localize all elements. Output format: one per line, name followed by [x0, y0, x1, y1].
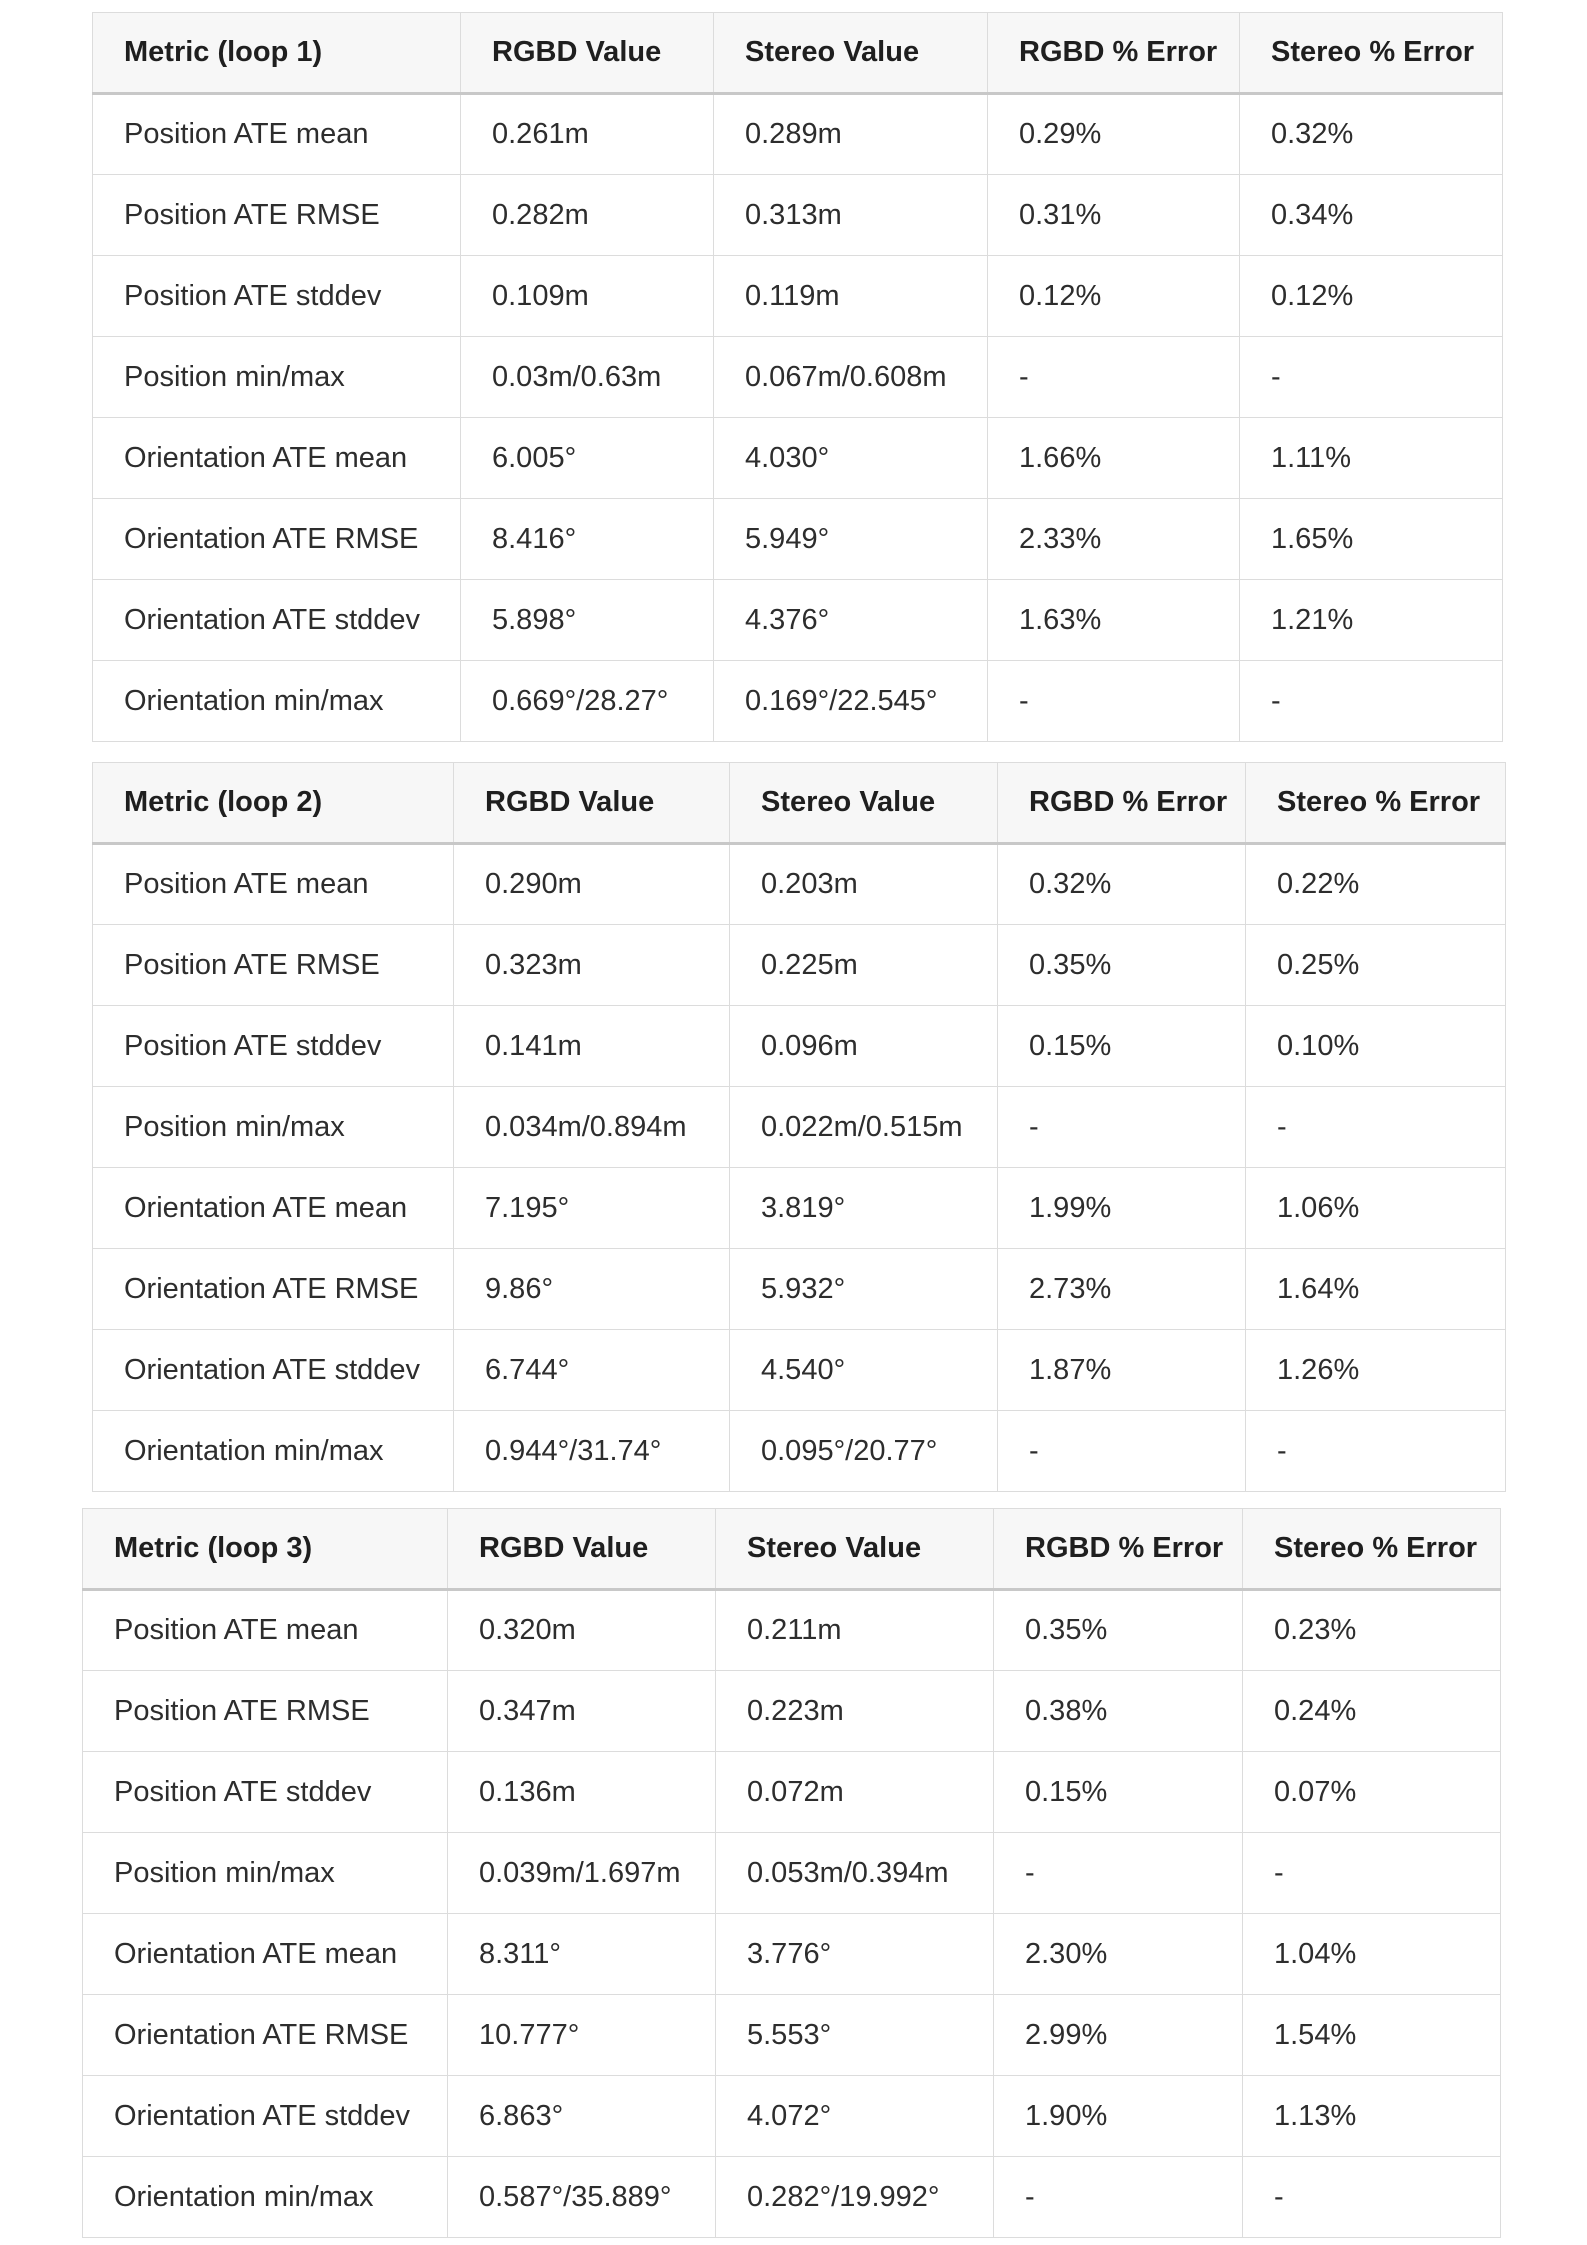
- table-cell: 0.15%: [994, 1752, 1243, 1833]
- table-cell: 0.067m/0.608m: [714, 337, 988, 418]
- table-cell: 1.87%: [998, 1330, 1246, 1411]
- table-cell: 2.33%: [988, 499, 1240, 580]
- table-cell: Position ATE mean: [83, 1590, 448, 1671]
- table-cell: 0.313m: [714, 175, 988, 256]
- metrics-table-loop-3: [82, 1508, 1501, 2238]
- table-cell: 0.31%: [988, 175, 1240, 256]
- table-cell: Orientation min/max: [93, 661, 461, 742]
- table-cell: -: [1243, 1833, 1501, 1914]
- table-cell: 0.203m: [730, 844, 998, 925]
- table-row: [93, 580, 1503, 661]
- table-cell: Position ATE stddev: [83, 1752, 448, 1833]
- table-row: [93, 499, 1503, 580]
- header-cell: RGBD % Error: [988, 13, 1240, 94]
- table-cell: 0.095°/20.77°: [730, 1411, 998, 1492]
- table-row: [93, 1006, 1506, 1087]
- table-cell: 4.376°: [714, 580, 988, 661]
- table-cell: 5.553°: [716, 1995, 994, 2076]
- metrics-table-loop-1: [92, 12, 1503, 742]
- table-cell: -: [1243, 2157, 1501, 2238]
- table-cell: Orientation ATE stddev: [93, 580, 461, 661]
- table-cell: 7.195°: [454, 1168, 730, 1249]
- table-cell: -: [1240, 661, 1503, 742]
- table-cell: -: [1246, 1411, 1506, 1492]
- table-cell: 0.34%: [1240, 175, 1503, 256]
- table-cell: 1.26%: [1246, 1330, 1506, 1411]
- table-cell: 0.12%: [988, 256, 1240, 337]
- table-cell: -: [994, 2157, 1243, 2238]
- table-cell: 8.416°: [461, 499, 714, 580]
- table-cell: 0.22%: [1246, 844, 1506, 925]
- table-cell: 4.030°: [714, 418, 988, 499]
- table-cell: 0.323m: [454, 925, 730, 1006]
- table-cell: 0.223m: [716, 1671, 994, 1752]
- table-cell: 0.320m: [448, 1590, 716, 1671]
- table-cell: 1.11%: [1240, 418, 1503, 499]
- table-cell: 0.261m: [461, 94, 714, 175]
- table-cell: 0.022m/0.515m: [730, 1087, 998, 1168]
- table-cell: 0.25%: [1246, 925, 1506, 1006]
- table-cell: Orientation ATE stddev: [93, 1330, 454, 1411]
- table-cell: -: [994, 1833, 1243, 1914]
- table-cell: Orientation ATE RMSE: [93, 1249, 454, 1330]
- table-cell: 0.12%: [1240, 256, 1503, 337]
- table-cell: 0.039m/1.697m: [448, 1833, 716, 1914]
- table-cell: 0.109m: [461, 256, 714, 337]
- table-row: [83, 1752, 1501, 1833]
- table-row: [93, 94, 1503, 175]
- table-cell: 0.034m/0.894m: [454, 1087, 730, 1168]
- table-cell: 0.289m: [714, 94, 988, 175]
- table-cell: 0.587°/35.889°: [448, 2157, 716, 2238]
- table-cell: 0.32%: [1240, 94, 1503, 175]
- table-cell: Position ATE mean: [93, 94, 461, 175]
- table-row: [83, 2157, 1501, 2238]
- table-cell: 0.282m: [461, 175, 714, 256]
- header-cell: RGBD Value: [461, 13, 714, 94]
- header-cell: RGBD % Error: [998, 763, 1246, 844]
- table-cell: Position min/max: [93, 337, 461, 418]
- table-cell: 0.347m: [448, 1671, 716, 1752]
- table-cell: 0.096m: [730, 1006, 998, 1087]
- header-cell: Stereo % Error: [1243, 1509, 1501, 1590]
- metrics-table-loop-2: [92, 762, 1506, 1492]
- table-row: [83, 1914, 1501, 1995]
- header-cell: Stereo Value: [716, 1509, 994, 1590]
- table-cell: 0.669°/28.27°: [461, 661, 714, 742]
- table-row: [93, 1087, 1506, 1168]
- table-cell: 1.64%: [1246, 1249, 1506, 1330]
- header-cell: Metric (loop 1): [93, 13, 461, 94]
- table-header-row: [83, 1509, 1501, 1590]
- table-cell: 0.136m: [448, 1752, 716, 1833]
- table-cell: 0.119m: [714, 256, 988, 337]
- table-cell: 0.225m: [730, 925, 998, 1006]
- table-cell: Orientation min/max: [83, 2157, 448, 2238]
- table-cell: 5.932°: [730, 1249, 998, 1330]
- table-cell: Orientation ATE RMSE: [93, 499, 461, 580]
- table-cell: Orientation ATE mean: [93, 1168, 454, 1249]
- table-cell: Position ATE RMSE: [83, 1671, 448, 1752]
- table-cell: -: [1240, 337, 1503, 418]
- table-cell: Orientation ATE RMSE: [83, 1995, 448, 2076]
- table-cell: -: [988, 661, 1240, 742]
- table-row: [93, 1249, 1506, 1330]
- table-row: [93, 418, 1503, 499]
- table-cell: 0.38%: [994, 1671, 1243, 1752]
- table-cell: 0.141m: [454, 1006, 730, 1087]
- table-cell: 3.819°: [730, 1168, 998, 1249]
- table-cell: 0.944°/31.74°: [454, 1411, 730, 1492]
- table-cell: 3.776°: [716, 1914, 994, 1995]
- table-cell: -: [988, 337, 1240, 418]
- table-cell: 2.73%: [998, 1249, 1246, 1330]
- header-cell: Stereo % Error: [1240, 13, 1503, 94]
- table-cell: 1.13%: [1243, 2076, 1501, 2157]
- table-cell: 5.949°: [714, 499, 988, 580]
- table-cell: 0.211m: [716, 1590, 994, 1671]
- table-header-row: [93, 763, 1506, 844]
- table-cell: 9.86°: [454, 1249, 730, 1330]
- table-cell: 1.04%: [1243, 1914, 1501, 1995]
- table-cell: 4.540°: [730, 1330, 998, 1411]
- table-row: [83, 1671, 1501, 1752]
- table-cell: 0.282°/19.992°: [716, 2157, 994, 2238]
- table-row: [93, 925, 1506, 1006]
- header-cell: RGBD Value: [454, 763, 730, 844]
- table-cell: 0.290m: [454, 844, 730, 925]
- table-cell: 0.07%: [1243, 1752, 1501, 1833]
- table-row: [83, 1833, 1501, 1914]
- table-row: [93, 256, 1503, 337]
- table-cell: -: [1246, 1087, 1506, 1168]
- table-cell: -: [998, 1087, 1246, 1168]
- table-row: [83, 2076, 1501, 2157]
- table-cell: Position min/max: [93, 1087, 454, 1168]
- table-cell: 0.29%: [988, 94, 1240, 175]
- table-cell: 0.053m/0.394m: [716, 1833, 994, 1914]
- table-cell: 0.24%: [1243, 1671, 1501, 1752]
- table-row: [93, 175, 1503, 256]
- table-row: [93, 1168, 1506, 1249]
- table-row: [93, 337, 1503, 418]
- table-cell: 1.66%: [988, 418, 1240, 499]
- table-cell: Position ATE stddev: [93, 1006, 454, 1087]
- table-cell: Orientation ATE mean: [83, 1914, 448, 1995]
- table-row: [93, 661, 1503, 742]
- table-cell: 6.744°: [454, 1330, 730, 1411]
- table-cell: Orientation min/max: [93, 1411, 454, 1492]
- table-cell: 1.06%: [1246, 1168, 1506, 1249]
- table-cell: 1.90%: [994, 2076, 1243, 2157]
- table-cell: 10.777°: [448, 1995, 716, 2076]
- table-cell: Orientation ATE mean: [93, 418, 461, 499]
- table-cell: -: [998, 1411, 1246, 1492]
- table-cell: 1.63%: [988, 580, 1240, 661]
- table-cell: Orientation ATE stddev: [83, 2076, 448, 2157]
- table-cell: 0.23%: [1243, 1590, 1501, 1671]
- table-cell: 0.35%: [998, 925, 1246, 1006]
- table-cell: 0.35%: [994, 1590, 1243, 1671]
- table-cell: 2.99%: [994, 1995, 1243, 2076]
- table-cell: 1.65%: [1240, 499, 1503, 580]
- table-row: [83, 1590, 1501, 1671]
- header-cell: RGBD % Error: [994, 1509, 1243, 1590]
- table-cell: 0.15%: [998, 1006, 1246, 1087]
- header-cell: Metric (loop 3): [83, 1509, 448, 1590]
- table-cell: Position ATE RMSE: [93, 925, 454, 1006]
- table-row: [93, 844, 1506, 925]
- header-cell: Stereo Value: [714, 13, 988, 94]
- table-cell: 0.10%: [1246, 1006, 1506, 1087]
- table-cell: 6.863°: [448, 2076, 716, 2157]
- table-cell: 2.30%: [994, 1914, 1243, 1995]
- table-cell: 0.072m: [716, 1752, 994, 1833]
- header-cell: Stereo Value: [730, 763, 998, 844]
- table-header-row: [93, 13, 1503, 94]
- table-cell: 0.169°/22.545°: [714, 661, 988, 742]
- header-cell: RGBD Value: [448, 1509, 716, 1590]
- table-cell: Position ATE stddev: [93, 256, 461, 337]
- table-cell: 5.898°: [461, 580, 714, 661]
- table-cell: 0.32%: [998, 844, 1246, 925]
- table-cell: 6.005°: [461, 418, 714, 499]
- header-cell: Metric (loop 2): [93, 763, 454, 844]
- table-row: [93, 1330, 1506, 1411]
- table-cell: 1.21%: [1240, 580, 1503, 661]
- header-cell: Stereo % Error: [1246, 763, 1506, 844]
- table-cell: 1.99%: [998, 1168, 1246, 1249]
- table-cell: 4.072°: [716, 2076, 994, 2157]
- table-cell: 8.311°: [448, 1914, 716, 1995]
- table-row: [93, 1411, 1506, 1492]
- table-row: [83, 1995, 1501, 2076]
- table-cell: Position ATE RMSE: [93, 175, 461, 256]
- table-cell: Position ATE mean: [93, 844, 454, 925]
- table-cell: 1.54%: [1243, 1995, 1501, 2076]
- table-cell: Position min/max: [83, 1833, 448, 1914]
- table-cell: 0.03m/0.63m: [461, 337, 714, 418]
